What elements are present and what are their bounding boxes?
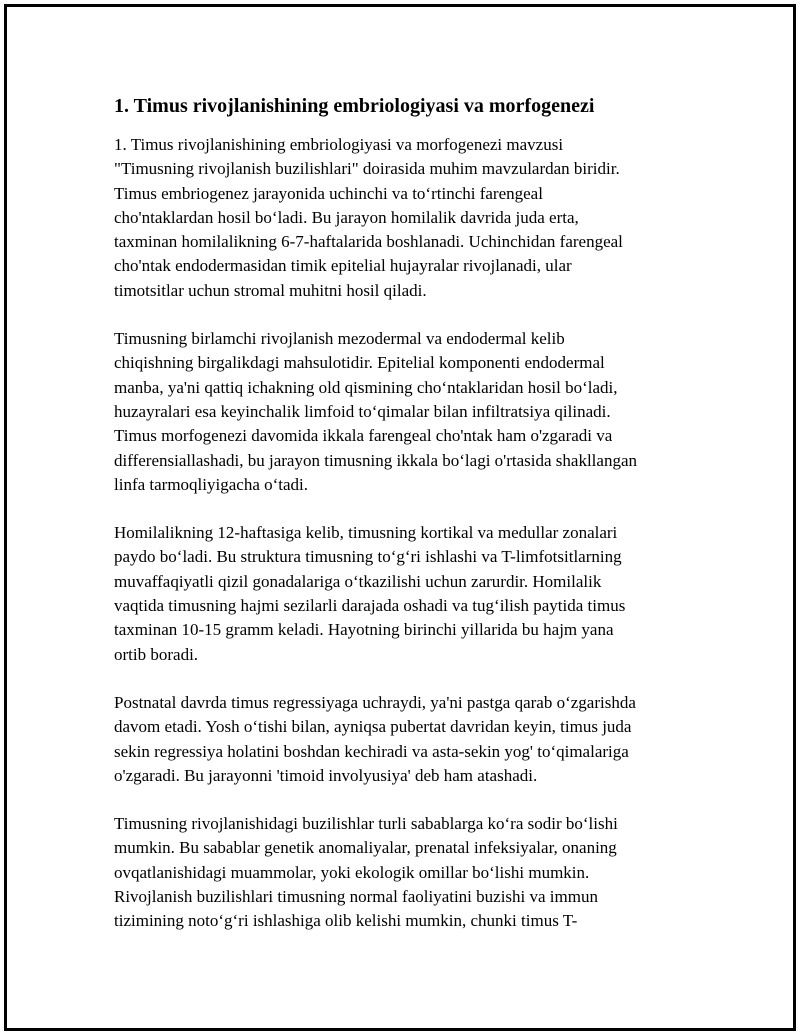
text-line: Postnatal davrda timus regressiyaga uchraydi, ya'ni pastga qarab o‘zgarishda xyxy=(114,692,636,712)
text-line: vaqtida timusning hajmi sezilarli darajada oshadi va tug‘ilish paytida timus xyxy=(114,596,626,616)
text-line: tizimining noto‘g‘ri ishlashiga olib kelishi mumkin, chunki timus T- xyxy=(114,911,578,931)
text-line: Homilalikning 12-haftasiga kelib, timusning kortikal va medullar zonalari xyxy=(114,523,618,543)
text-line: taxminan 10-15 gramm keladi. Hayotning birinchi yillarida bu hajm yana xyxy=(114,620,614,640)
text-line: huzayralari esa keyinchalik limfoid to‘qimalar bilan infiltratsiya qilinadi. xyxy=(114,401,611,421)
text-line: cho'ntak endodermasidan timik epitelial hujayralar rivojlanadi, ular xyxy=(114,256,572,276)
text-line: Timus morfogenezi davomida ikkala farengeal cho'ntak ham o'zgaradi va xyxy=(114,426,613,446)
text-line: muvaffaqiyatli qizil gonadalariga o‘tkazilishi uchun zarurdir. Homilalik xyxy=(114,571,602,591)
text-line: cho'ntaklardan hosil bo‘ladi. Bu jarayon homilalik davrida juda erta, xyxy=(114,207,579,227)
text-line: linfa tarmoqliyigacha o‘tadi. xyxy=(114,474,309,494)
text-line: Rivojlanish buzilishlari timusning normal faoliyatini buzishi va immun xyxy=(114,887,598,907)
text-line: davom etadi. Yosh o‘tishi bilan, ayniqsa pubertat davridan keyin, timus juda xyxy=(114,717,632,737)
text-line: chiqishning birgalikdagi mahsulotidir. Epitelial komponenti endodermal xyxy=(114,353,605,373)
text-line: Timus embriogenez jarayonida uchinchi va to‘rtinchi farengeal xyxy=(114,183,543,203)
text-line: mumkin. Bu sabablar genetik anomaliyalar, prenatal infeksiyalar, onaning xyxy=(114,838,617,858)
text-line: differensiallashadi, bu jarayon timusning ikkala bo‘lagi o'rtasida shakllangan xyxy=(114,450,637,470)
paragraph-development-disorders xyxy=(114,812,694,933)
text-line: taxminan homilalikning 6-7-haftalarida boshlanadi. Uchinchidan farengeal xyxy=(114,232,623,252)
text-line: paydo bo‘ladi. Bu struktura timusning to‘g‘ri ishlashi va T-limfotsitlarning xyxy=(114,547,622,567)
text-line: Timusning birlamchi rivojlanish mezodermal va endodermal kelib xyxy=(114,329,565,349)
text-line: ovqatlanishidagi muammolar, yoki ekologik omillar bo‘lishi mumkin. xyxy=(114,862,590,882)
text-line: o'zgaradi. Bu jarayonni 'timoid involyusiya' deb ham atashadi. xyxy=(114,765,538,785)
paragraph-primary-development xyxy=(114,327,694,497)
document-body xyxy=(114,93,694,958)
text-line: ortib boradi. xyxy=(114,644,199,664)
text-line: "Timusning rivojlanish buzilishlari" doirasida muhim mavzulardan biridir. xyxy=(114,159,620,179)
paragraph-fetal-growth xyxy=(114,521,694,667)
text-line: Timusning rivojlanishidagi buzilishlar turli sabablarga ko‘ra sodir bo‘lishi xyxy=(114,814,618,834)
paragraph-embryology xyxy=(114,133,694,303)
text-line: timotsitlar uchun stromal muhitni hosil qiladi. xyxy=(114,280,427,300)
document-title: 1. Timus rivojlanishining embriologiyasi va morfogenezi xyxy=(114,95,595,117)
text-line: manba, ya'ni qattiq ichakning old qismining cho‘ntaklaridan hosil bo‘ladi, xyxy=(114,377,618,397)
text-line: sekin regressiya holatini boshdan kechiradi va asta-sekin yog' to‘qimalariga xyxy=(114,741,629,761)
paragraph-postnatal-regression xyxy=(114,691,694,788)
text-line: 1. Timus rivojlanishining embriologiyasi va morfogenezi mavzusi xyxy=(114,135,564,154)
